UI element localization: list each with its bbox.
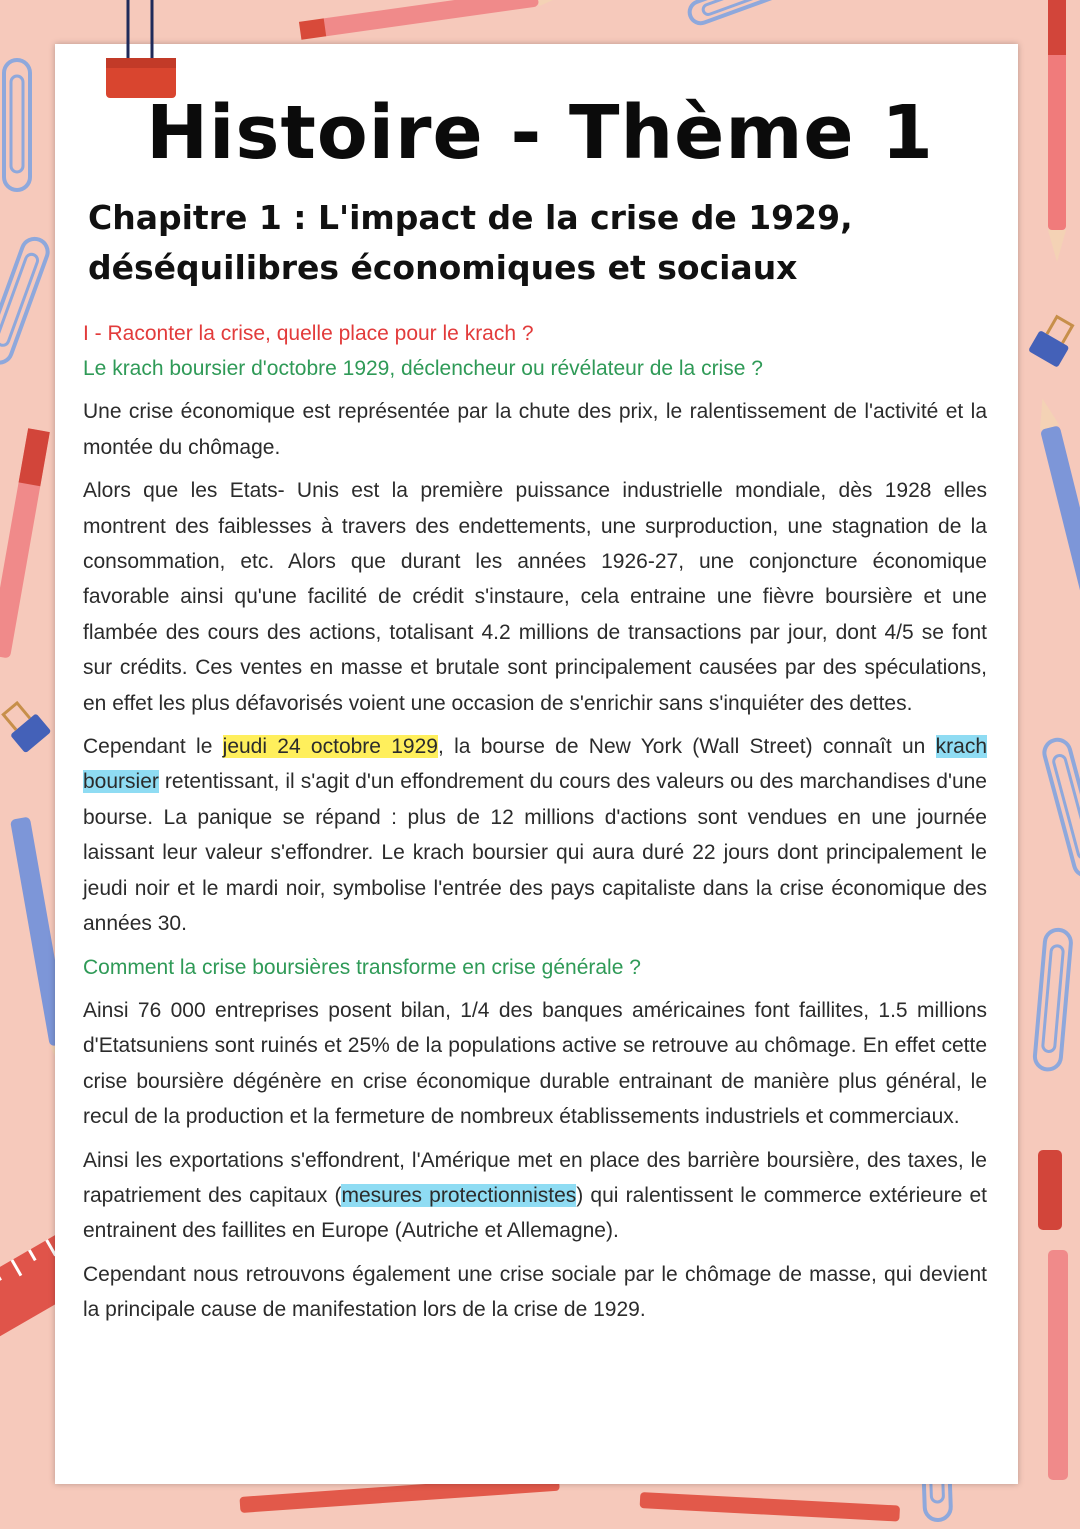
pen-icon xyxy=(1033,396,1080,682)
paperclip-icon xyxy=(0,235,51,366)
chapter-title: Chapitre 1 : L'impact de la crise de 1929, déséquilibres économiques et sociaux xyxy=(88,198,853,287)
paperclip-icon xyxy=(687,0,798,26)
pen-icon xyxy=(1048,1250,1068,1480)
section-heading: I - Raconter la crise, quelle place pour le krach ? xyxy=(83,322,534,345)
pencil-icon xyxy=(299,0,569,40)
paperclip-icon xyxy=(1034,929,1072,1071)
paragraph: Une crise économique est représentée par la chute des prix, le ralentissement de l'activité et la montée du chômage. xyxy=(83,400,987,459)
pen-icon xyxy=(640,1492,900,1522)
paragraph: Alors que les Etats- Unis est la première puissance industrielle mondiale, dès 1928 elles montrent des faiblesses à travers des endettements, une surproduction, une stagnation de la consommation, etc. Alors que durant les années 1926-27, une conjoncture économique favorable ainsi qu'une facilité de crédit s'instaure, cela entraine une fièvre boursière et une flambée des cours des actions, totalisant 4.2 millions de transactions par jour, dont 4/5 se font sur crédits. Ces ventes en masse et brutale sont principalement causées par des spéculations, en effet les plus défavorisés voient une occasion de s'enrichir sans s'inquiéter des dettes. xyxy=(83,479,987,715)
pencil-icon xyxy=(0,428,50,658)
paragraph-text: , la bourse de New York (Wall Street) connaît un xyxy=(437,735,936,759)
paragraph xyxy=(83,1143,987,1249)
paragraph-text: retentissant, il s'agit d'un effondrement du cours des valeurs ou des marchandises d'une bourse. La panique se répand : plus de 12 millions d'actions sont vendues en une journée laissant leur valeur s'effondrer. Le krach boursier qui aura duré 22 jours dont principalement le jeudi noir et le mardi noir, symbolise l'entrée des pays capitaliste dans la crise économique des années 30. xyxy=(83,770,987,936)
highlighted-term: mesures protectionnistes xyxy=(341,1183,577,1207)
page-title: Histoire - Thème 1 xyxy=(146,90,934,176)
main-content xyxy=(83,316,987,1328)
highlighted-date: jeudi 24 octobre 1929 xyxy=(222,735,438,759)
paragraph xyxy=(83,729,987,941)
highlighted-term: krach boursier xyxy=(83,735,987,794)
section-question: Comment la crise boursières transforme en crise générale ? xyxy=(83,955,641,979)
binder-clip-icon xyxy=(1028,313,1079,368)
pen-icon xyxy=(1038,1150,1062,1230)
section-question: Le krach boursier d'octobre 1929, déclencheur ou révélateur de la crise ? xyxy=(83,357,763,380)
paragraph: Cependant nous retrouvons également une crise sociale par le chômage de masse, qui devient la principale cause de manifestation lors de la crise de 1929. xyxy=(83,1262,987,1322)
paragraph-text: Cependant le xyxy=(83,735,223,759)
paperclip-icon xyxy=(1041,737,1080,879)
paragraph-text: ) qui ralentissent le commerce extérieure et entrainent des faillites en Europe (Autriche et Allemagne). xyxy=(83,1183,987,1243)
paragraph-text: Ainsi les exportations s'effondrent, l'Amérique met en place des barrière boursière, des taxes, le rapatriement des capitaux ( xyxy=(83,1148,987,1207)
binder-clip-icon xyxy=(0,698,51,754)
paragraph: Ainsi 76 000 entreprises posent bilan, 1/4 des banques américaines font faillites, 1.5 millions d'Etatsuniens sont ruinés et 25% de la populations active se retrouve au chômage. En effet cette crise boursière dégénère en crise économique durable entrainant de manière plus général, le recul de la production et la fermeture de nombreux établissements industriels et commerciaux. xyxy=(83,998,987,1129)
